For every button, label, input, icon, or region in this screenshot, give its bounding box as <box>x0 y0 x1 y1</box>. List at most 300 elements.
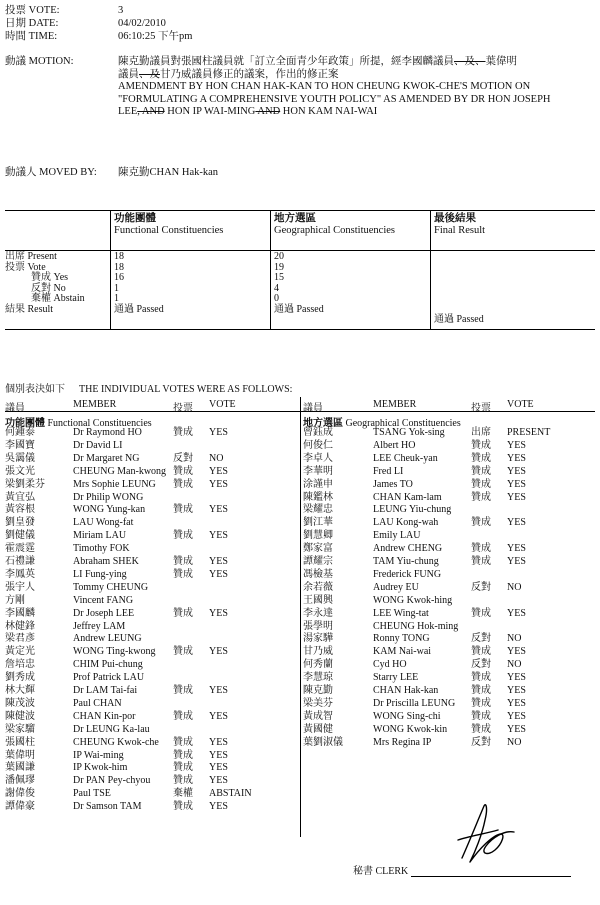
vote-row <box>5 659 295 672</box>
vote-en: YES <box>209 568 228 580</box>
vote-row <box>5 569 295 582</box>
motion-en-line-3 <box>118 106 598 119</box>
vote-zh: 贊成 <box>471 723 491 735</box>
vote-en: YES <box>209 710 228 722</box>
member-name-zh: 李鳳英 <box>5 568 35 580</box>
member-name-en: IP Wai-ming <box>73 749 124 761</box>
vote-row <box>303 633 593 646</box>
vote-row <box>5 492 295 505</box>
vote-zh: 贊成 <box>471 465 491 477</box>
motion-zh-line-2 <box>118 69 598 82</box>
member-name-zh: 黃容根 <box>5 504 35 516</box>
member-name-zh: 謝偉俊 <box>5 788 35 800</box>
member-name-zh: 吳靄儀 <box>5 452 35 464</box>
vote-row <box>5 595 295 608</box>
member-name-en: Dr PAN Pey-chyou <box>73 775 151 787</box>
vote-zh: 贊成 <box>471 556 491 567</box>
vote-row <box>5 788 295 801</box>
member-name-zh: 譚耀宗 <box>303 556 333 567</box>
fc-header-vote-en: VOTE <box>209 399 236 410</box>
vote-en: YES <box>507 543 526 555</box>
motion-en-3c: HON IP WAI-MING <box>164 106 256 117</box>
mover-value: 陳克勤CHAN Hak-kan <box>118 167 219 178</box>
vote-zh: 出席 <box>471 427 491 438</box>
vote-row <box>5 750 295 763</box>
vote-zh: 贊成 <box>173 749 193 761</box>
vote-row <box>5 479 295 492</box>
motion-en-line-1: AMENDMENT BY HON CHAN HAK-KAN TO HON CHEUNG KWOK-CHE'S MOTION ON <box>118 81 531 92</box>
member-name-en: James TO <box>373 478 413 490</box>
member-name-zh: 李慧琼 <box>303 672 333 684</box>
motion-text <box>118 56 598 119</box>
vote-en: YES <box>209 607 228 619</box>
member-name-en: WONG Kwok-hing <box>373 594 453 606</box>
member-name-en: Jeffrey LAM <box>73 620 126 632</box>
gc-column-zh: 地方選區 <box>274 213 316 224</box>
gc-abstain: 0 <box>274 293 279 304</box>
fc-group-zh: 功能團體 <box>5 418 45 429</box>
vote-zh: 贊成 <box>173 801 193 813</box>
motion-en-3d-struck: AND <box>255 106 281 117</box>
fc-summary-values <box>114 252 164 315</box>
vote-zh: 反對 <box>471 581 491 593</box>
member-name-en: LEE Wing-tat <box>373 607 429 619</box>
vote-en: YES <box>507 646 526 658</box>
vote-en: NO <box>507 659 522 671</box>
vote-row <box>5 711 295 724</box>
motion-en-3a: LEE <box>118 106 138 117</box>
vote-row <box>5 453 295 466</box>
motion-zh-2a: 議員 <box>118 68 139 80</box>
vote-row <box>5 762 295 775</box>
individual-votes-table <box>5 397 595 837</box>
motion-zh-line-1 <box>118 56 598 69</box>
vote-en: YES <box>507 607 526 619</box>
vote-en: YES <box>209 646 228 658</box>
member-name-zh: 譚偉豪 <box>5 801 35 813</box>
fc-result: 通過 Passed <box>114 303 164 315</box>
member-name-zh: 張學明 <box>303 620 333 632</box>
member-name-en: Dr Philip WONG <box>73 491 144 503</box>
member-name-en: Dr Joseph LEE <box>73 607 135 619</box>
vote-row <box>303 440 593 453</box>
member-name-en: CHAN Hak-kan <box>373 685 439 696</box>
member-name-en: Prof Patrick LAU <box>73 672 145 684</box>
vote-en: YES <box>507 710 526 722</box>
vote-row <box>303 530 593 543</box>
gc-result: 通過 Passed <box>274 303 324 315</box>
gc-vote: 19 <box>274 261 284 273</box>
vote-row <box>303 504 593 517</box>
member-name-zh: 方剛 <box>5 594 25 606</box>
member-name-en: Timothy FOK <box>73 543 130 555</box>
fc-column-zh: 功能團體 <box>114 213 156 224</box>
vote-zh: 反對 <box>173 452 193 464</box>
vote-en: YES <box>209 775 228 787</box>
motion-zh-2c: 甘乃威議員修正的議案，作出的修正案 <box>160 68 339 80</box>
member-name-zh: 何俊仁 <box>303 439 333 451</box>
individual-intro-en: THE INDIVIDUAL VOTES WERE AS FOLLOWS: <box>79 384 293 395</box>
member-name-zh: 霍震霆 <box>5 543 35 555</box>
row-label-vote: 投票 Vote <box>5 261 46 273</box>
member-name-zh: 梁劉柔芬 <box>5 478 45 490</box>
date-value: 04/02/2010 <box>118 18 166 29</box>
member-name-zh: 石禮謙 <box>5 556 35 567</box>
member-name-zh: 陳鑑林 <box>303 491 333 503</box>
vote-row <box>303 698 593 711</box>
member-name-en: Paul CHAN <box>73 697 122 709</box>
final-result: 通過 Passed <box>434 314 484 325</box>
vote-en: YES <box>209 465 228 477</box>
member-name-zh: 林健鋒 <box>5 620 35 632</box>
gc-header-vote-zh: 投票 <box>471 403 491 414</box>
fc-header-member-zh: 議員 <box>5 403 25 414</box>
summary-head-rule <box>5 250 595 251</box>
vote-zh: 贊成 <box>471 646 491 658</box>
member-name-zh: 湯家驊 <box>303 633 333 645</box>
motion-en-3b-struck: , AND <box>137 106 165 117</box>
member-name-en: Audrey EU <box>373 581 419 593</box>
vote-row <box>303 711 593 724</box>
member-name-en: Cyd HO <box>373 659 407 671</box>
member-name-zh: 曾鈺成 <box>303 427 333 438</box>
vote-zh: 贊成 <box>173 465 193 477</box>
vote-zh: 贊成 <box>173 762 193 774</box>
vote-zh: 贊成 <box>173 685 193 696</box>
gc-header-member-zh: 議員 <box>303 403 323 414</box>
vote-row <box>5 672 295 685</box>
member-name-en: Dr LAM Tai-fai <box>73 685 138 696</box>
clerk-signature <box>440 800 520 870</box>
vote-row <box>303 737 593 750</box>
vote-en: YES <box>209 530 228 542</box>
vote-zh: 贊成 <box>471 685 491 696</box>
vote-en: YES <box>507 685 526 696</box>
member-name-zh: 何鍾泰 <box>5 427 35 438</box>
vote-zh: 贊成 <box>471 543 491 555</box>
final-column-en: Final Result <box>434 225 486 236</box>
clerk-label: 秘書 CLERK <box>353 866 409 877</box>
vote-number-value: 3 <box>118 5 124 16</box>
vote-row <box>303 492 593 505</box>
time-value: 06:10:25 下午pm <box>118 31 193 42</box>
vote-row <box>5 775 295 788</box>
member-name-en: CHAN Kam-lam <box>373 491 442 503</box>
row-label-no: 反對 No <box>31 282 66 294</box>
motion-zh-2b-struck: 、及 <box>139 68 160 80</box>
vote-row <box>303 621 593 634</box>
member-name-zh: 張文光 <box>5 465 35 477</box>
vote-row <box>5 543 295 556</box>
votes-column-divider <box>300 397 301 837</box>
vote-zh: 贊成 <box>173 710 193 722</box>
gc-column-en: Geographical Constituencies <box>274 225 396 236</box>
member-name-en: Emily LAU <box>373 530 421 542</box>
member-name-zh: 黃國健 <box>303 723 333 735</box>
member-name-zh: 鄭家富 <box>303 543 333 555</box>
gc-group-zh: 地方選區 <box>303 418 343 429</box>
member-name-en: CHEUNG Kwok-che <box>73 736 159 748</box>
member-name-zh: 黃定光 <box>5 646 35 658</box>
vote-zh: 贊成 <box>173 736 193 748</box>
vote-zh: 贊成 <box>173 427 193 438</box>
gc-header-member-en: MEMBER <box>373 399 417 410</box>
member-name-zh: 梁耀忠 <box>303 504 333 516</box>
member-name-zh: 林大輝 <box>5 685 35 696</box>
member-name-en: Mrs Sophie LEUNG <box>73 478 156 490</box>
fc-vote: 18 <box>114 261 124 273</box>
member-name-en: Dr LEUNG Ka-lau <box>73 723 150 735</box>
vote-en: YES <box>209 736 228 748</box>
vote-row <box>303 479 593 492</box>
member-name-en: Miriam LAU <box>73 530 127 542</box>
vote-row <box>5 685 295 698</box>
vote-row <box>5 504 295 517</box>
vote-zh: 贊成 <box>173 478 193 490</box>
member-name-zh: 詹培忠 <box>5 659 35 671</box>
vote-zh: 贊成 <box>471 517 491 529</box>
vote-row <box>5 801 295 814</box>
member-name-en: KAM Nai-wai <box>373 646 432 658</box>
vote-en: YES <box>507 439 526 451</box>
mover-row <box>5 164 219 179</box>
motion-zh-1b-struck: 、及、 <box>454 56 486 67</box>
vote-row <box>303 569 593 582</box>
vote-row <box>303 672 593 685</box>
fc-yes: 16 <box>114 272 124 283</box>
vote-en: YES <box>507 452 526 464</box>
vote-en: YES <box>209 504 228 516</box>
member-name-en: Andrew LEUNG <box>73 633 142 645</box>
vote-row <box>303 659 593 672</box>
fc-header-member-en: MEMBER <box>73 399 117 410</box>
individual-votes-intro <box>5 380 292 395</box>
member-name-zh: 李國寶 <box>5 439 35 451</box>
member-name-en: IP Kwok-him <box>73 762 128 774</box>
vote-row <box>5 427 295 440</box>
vote-en: YES <box>209 478 228 490</box>
date-label: 日期 DATE: <box>5 18 59 29</box>
vote-row <box>5 724 295 737</box>
member-name-zh: 張國柱 <box>5 736 35 748</box>
fc-header-vote-zh: 投票 <box>173 403 193 414</box>
member-name-en: WONG Kwok-kin <box>373 723 448 735</box>
vote-en: YES <box>209 556 228 567</box>
summary-col-rule-3 <box>430 210 431 330</box>
vote-row <box>5 737 295 750</box>
motion-label: 動議 MOTION: <box>5 56 74 67</box>
vote-row <box>303 543 593 556</box>
clerk-signature-line <box>411 876 571 877</box>
vote-row <box>303 453 593 466</box>
member-name-zh: 劉皇發 <box>5 517 35 529</box>
row-label-present: 出席 Present <box>5 251 57 262</box>
vote-row <box>303 646 593 659</box>
member-name-en: Albert HO <box>373 439 416 451</box>
vote-row <box>5 646 295 659</box>
member-name-en: Andrew CHENG <box>373 543 443 555</box>
member-name-zh: 李華明 <box>303 465 333 477</box>
member-name-zh: 劉健儀 <box>5 530 35 542</box>
gc-present: 20 <box>274 251 284 262</box>
summary-top-rule <box>5 210 595 211</box>
vote-number-label: 投票 VOTE: <box>5 5 60 16</box>
vote-en: PRESENT <box>507 427 551 438</box>
member-name-zh: 李卓人 <box>303 452 333 464</box>
member-name-en: Mrs Regina IP <box>373 736 432 748</box>
final-column-header <box>434 213 485 237</box>
fc-column-en: Functional Constituencies <box>114 225 224 236</box>
vote-row <box>5 440 295 453</box>
vote-en: NO <box>209 452 224 464</box>
member-name-zh: 馮檢基 <box>303 568 333 580</box>
vote-en: YES <box>507 517 526 529</box>
member-name-zh: 李國麟 <box>5 607 35 619</box>
member-name-en: Abraham SHEK <box>73 556 139 567</box>
vote-row <box>303 595 593 608</box>
vote-zh: 贊成 <box>471 491 491 503</box>
member-name-zh: 黃成智 <box>303 710 333 722</box>
member-name-en: LAU Wong-fat <box>73 517 134 529</box>
member-name-en: WONG Sing-chi <box>373 710 441 722</box>
gc-summary-values <box>274 252 324 315</box>
vote-en: YES <box>209 762 228 774</box>
vote-row <box>5 633 295 646</box>
fc-no: 1 <box>114 282 119 294</box>
summary-col-rule-2 <box>270 210 271 330</box>
vote-row <box>303 582 593 595</box>
motion-en-line-2: "FORMULATING A COMPREHENSIVE YOUTH POLICY" AS AMENDED BY DR HON JOSEPH <box>118 93 551 105</box>
vote-zh: 贊成 <box>471 439 491 451</box>
member-name-zh: 劉秀成 <box>5 672 35 684</box>
member-name-en: CHEUNG Man-kwong <box>73 465 167 477</box>
member-name-zh: 甘乃威 <box>303 646 333 658</box>
member-name-zh: 陳克勤 <box>303 685 333 696</box>
vote-row <box>303 427 593 440</box>
vote-row <box>303 556 593 569</box>
member-name-zh: 李永達 <box>303 607 333 619</box>
member-name-en: Ronny TONG <box>373 633 430 645</box>
vote-en: YES <box>209 685 228 696</box>
vote-zh: 贊成 <box>173 530 193 542</box>
member-name-en: Vincent FANG <box>73 594 134 606</box>
member-name-zh: 黃宜弘 <box>5 491 35 503</box>
member-name-zh: 王國興 <box>303 594 333 606</box>
vote-row <box>5 698 295 711</box>
member-name-zh: 劉江華 <box>303 517 333 529</box>
vote-zh: 贊成 <box>173 504 193 516</box>
fc-column-header <box>114 213 223 237</box>
member-name-zh: 潘佩璆 <box>5 775 35 787</box>
member-name-en: Dr David LI <box>73 439 123 451</box>
member-name-en: Dr Samson TAM <box>73 801 142 813</box>
vote-zh: 贊成 <box>471 672 491 684</box>
member-name-en: Dr Raymond HO <box>73 427 142 438</box>
vote-en: YES <box>209 801 228 813</box>
member-name-zh: 梁家騮 <box>5 723 35 735</box>
vote-row <box>5 582 295 595</box>
vote-en: YES <box>507 478 526 490</box>
summary-bottom-rule <box>5 329 595 330</box>
vote-zh: 棄權 <box>173 788 193 800</box>
final-summary-values <box>434 315 484 326</box>
vote-row <box>5 556 295 569</box>
member-name-en: CHAN Kin-por <box>73 710 136 722</box>
vote-row <box>5 517 295 530</box>
vote-zh: 贊成 <box>471 697 491 709</box>
vote-en: YES <box>507 491 526 503</box>
member-name-zh: 葉劉淑儀 <box>303 736 343 748</box>
gc-column-header <box>274 213 395 237</box>
member-name-en: Tommy CHEUNG <box>73 581 149 593</box>
vote-en: YES <box>507 672 526 684</box>
member-name-en: WONG Yung-kan <box>73 504 146 516</box>
vote-zh: 贊成 <box>471 452 491 464</box>
vote-en: YES <box>507 556 526 567</box>
vote-zh: 贊成 <box>173 607 193 619</box>
vote-row <box>5 466 295 479</box>
member-name-en: Starry LEE <box>373 672 419 684</box>
individual-intro-zh: 個別表決如下 <box>5 384 65 395</box>
vote-zh: 贊成 <box>471 607 491 619</box>
time-label: 時間 TIME: <box>5 31 58 42</box>
summary-row-labels <box>5 252 113 315</box>
gc-no: 4 <box>274 282 279 294</box>
member-name-en: TAM Yiu-chung <box>373 556 439 567</box>
vote-en: NO <box>507 581 522 593</box>
member-name-zh: 劉慧卿 <box>303 530 333 542</box>
member-name-en: LI Fung-ying <box>73 568 127 580</box>
member-name-zh: 涂謹申 <box>303 478 333 490</box>
vote-zh: 贊成 <box>173 568 193 580</box>
motion-en-3e: HON KAM NAI-WAI <box>280 106 378 117</box>
member-name-zh: 余若薇 <box>303 581 333 593</box>
member-name-zh: 梁美芬 <box>303 697 333 709</box>
vote-zh: 贊成 <box>173 646 193 658</box>
member-name-en: Fred LI <box>373 465 404 477</box>
member-name-zh: 張宇人 <box>5 581 35 593</box>
vote-en: YES <box>209 749 228 761</box>
vote-en: YES <box>209 427 228 438</box>
vote-zh: 反對 <box>471 736 491 748</box>
vote-row <box>5 621 295 634</box>
member-name-zh: 陳茂波 <box>5 697 35 709</box>
member-name-en: TSANG Yok-sing <box>373 427 445 438</box>
member-name-zh: 陳健波 <box>5 710 35 722</box>
vote-zh: 反對 <box>471 633 491 645</box>
vote-en: YES <box>507 697 526 709</box>
vote-row <box>303 608 593 621</box>
member-name-en: Dr Margaret NG <box>73 452 140 464</box>
motion-zh-1a: 陳克勤議員對張國柱議員就「訂立全面青少年政策」所提，經李國麟議員 <box>118 56 454 67</box>
vote-zh: 反對 <box>471 659 491 671</box>
member-name-en: CHEUNG Hok-ming <box>373 620 459 632</box>
member-name-zh: 梁君彥 <box>5 633 35 645</box>
vote-en: YES <box>507 723 526 735</box>
summary-table <box>5 210 595 330</box>
member-name-zh: 葉偉明 <box>5 749 35 761</box>
vote-row <box>303 517 593 530</box>
vote-zh: 贊成 <box>471 478 491 490</box>
gc-group-en: Geographical Constituencies <box>345 418 461 429</box>
member-name-en: Paul TSE <box>73 788 111 800</box>
vote-en: NO <box>507 633 522 645</box>
fc-group-en: Functional Constituencies <box>47 418 152 429</box>
mover-label: 動議人 MOVED BY: <box>5 167 97 178</box>
member-name-zh: 何秀蘭 <box>303 659 333 671</box>
member-name-en: Dr Priscilla LEUNG <box>373 697 456 709</box>
vote-zh: 贊成 <box>173 556 193 567</box>
